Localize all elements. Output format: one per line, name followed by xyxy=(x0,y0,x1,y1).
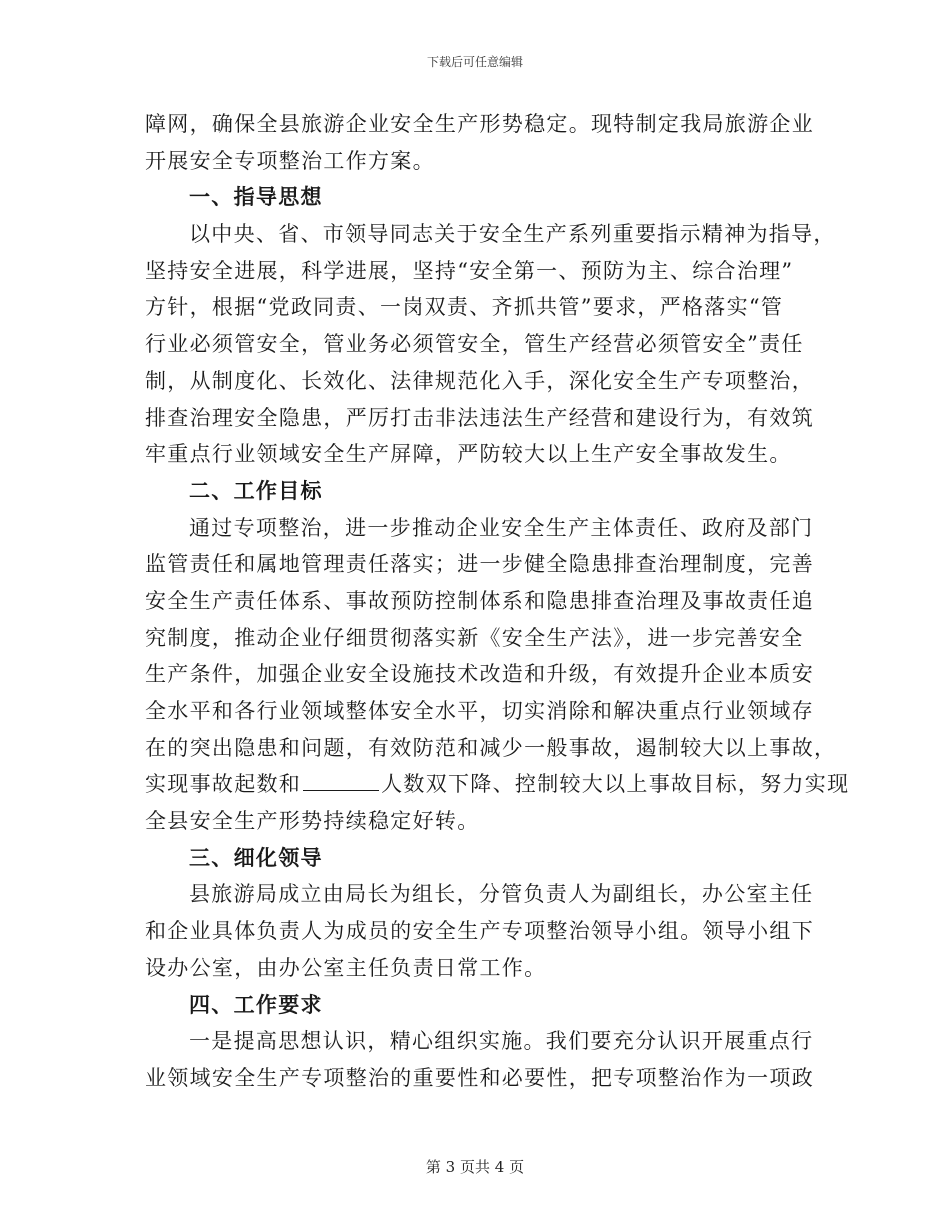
paragraph-line: 一是提高思想认识，精心组织实施。我们要充分认识开展重点行 xyxy=(189,1029,814,1054)
paragraph-line: 在的突出隐患和问题，有效防范和减少一般事故，遏制较大以上事故， xyxy=(145,735,837,760)
fill-in-blank xyxy=(303,768,379,791)
section-heading-work-goals: 二、工作目标 xyxy=(189,477,323,503)
paragraph-line: 设办公室，由办公室主任负责日常工作。 xyxy=(145,955,547,980)
paragraph-line: 究制度，推动企业仔细贯彻落实新《安全生产法》，进一步完善安全 xyxy=(145,625,804,650)
paragraph-line: 监管责任和属地管理责任落实；进一步健全隐患排查治理制度，完善 xyxy=(145,552,814,577)
paragraph-line: 安全生产责任体系、事故预防控制体系和隐患排查治理及事故责任追 xyxy=(145,588,814,613)
paragraph-line: 行业必须管安全，管业务必须管安全，管生产经营必须管安全”责任 xyxy=(145,332,804,357)
document-body xyxy=(145,106,850,1097)
paragraph-line: 开展安全专项整治工作方案。 xyxy=(145,148,435,173)
paragraph-line: 制，从制度化、长效化、法律规范化入手，深化安全生产专项整治， xyxy=(145,368,814,393)
paragraph-line: 以中央、省、市领导同志关于安全生产系列重要指示精神为指导， xyxy=(189,222,836,247)
paragraph-line: 障网，确保全县旅游企业安全生产形势稳定。现特制定我局旅游企业 xyxy=(145,112,814,136)
paragraph-line: 和企业具体负责人为成员的安全生产专项整治领导小组。领导小组下 xyxy=(145,919,814,944)
page-header: 下载后可任意编辑 xyxy=(426,55,523,69)
paragraph-line: 全县安全生产形势持续稳定好转。 xyxy=(145,809,480,834)
page-footer: 第 3 页共 4 页 xyxy=(425,1158,525,1176)
paragraph-line: 生产条件，加强企业安全设施技术改造和升级，有效提升企业本质安 xyxy=(145,662,814,687)
section-heading-guiding-ideology: 一、指导思想 xyxy=(189,184,323,210)
paragraph-line: 排查治理安全隐患，严厉打击非法违法生产经营和建设行为，有效筑 xyxy=(145,405,814,430)
paragraph-line: 县旅游局成立由局长为组长，分管负责人为副组长，办公室主任 xyxy=(189,882,814,907)
paragraph-line: 全水平和各行业领域整体安全水平，切实消除和解决重点行业领域存 xyxy=(145,699,814,723)
paragraph-line: 方针，根据“党政同责、一岗双责、齐抓共管”要求，严格落实“管 xyxy=(145,295,784,320)
paragraph-line: 通过专项整治，进一步推动企业安全生产主体责任、政府及部门 xyxy=(189,515,814,540)
paragraph-line-with-blank xyxy=(145,766,850,803)
line-text-after-blank: 人数双下降、控制较大以上事故目标，努力实现 xyxy=(381,772,850,797)
paragraph-line: 牢重点行业领域安全生产屏障，严防较大以上生产安全事故发生。 xyxy=(145,442,792,467)
line-text-before-blank: 实现事故起数和 xyxy=(145,772,302,797)
section-heading-leadership: 三、细化领导 xyxy=(189,844,323,870)
paragraph-line: 坚持安全进展，科学进展，坚持“安全第一、预防为主、综合治理” xyxy=(145,258,794,283)
section-heading-work-requirements: 四、工作要求 xyxy=(189,991,323,1017)
paragraph-line: 业领域安全生产专项整治的重要性和必要性，把专项整治作为一项政 xyxy=(145,1065,814,1090)
